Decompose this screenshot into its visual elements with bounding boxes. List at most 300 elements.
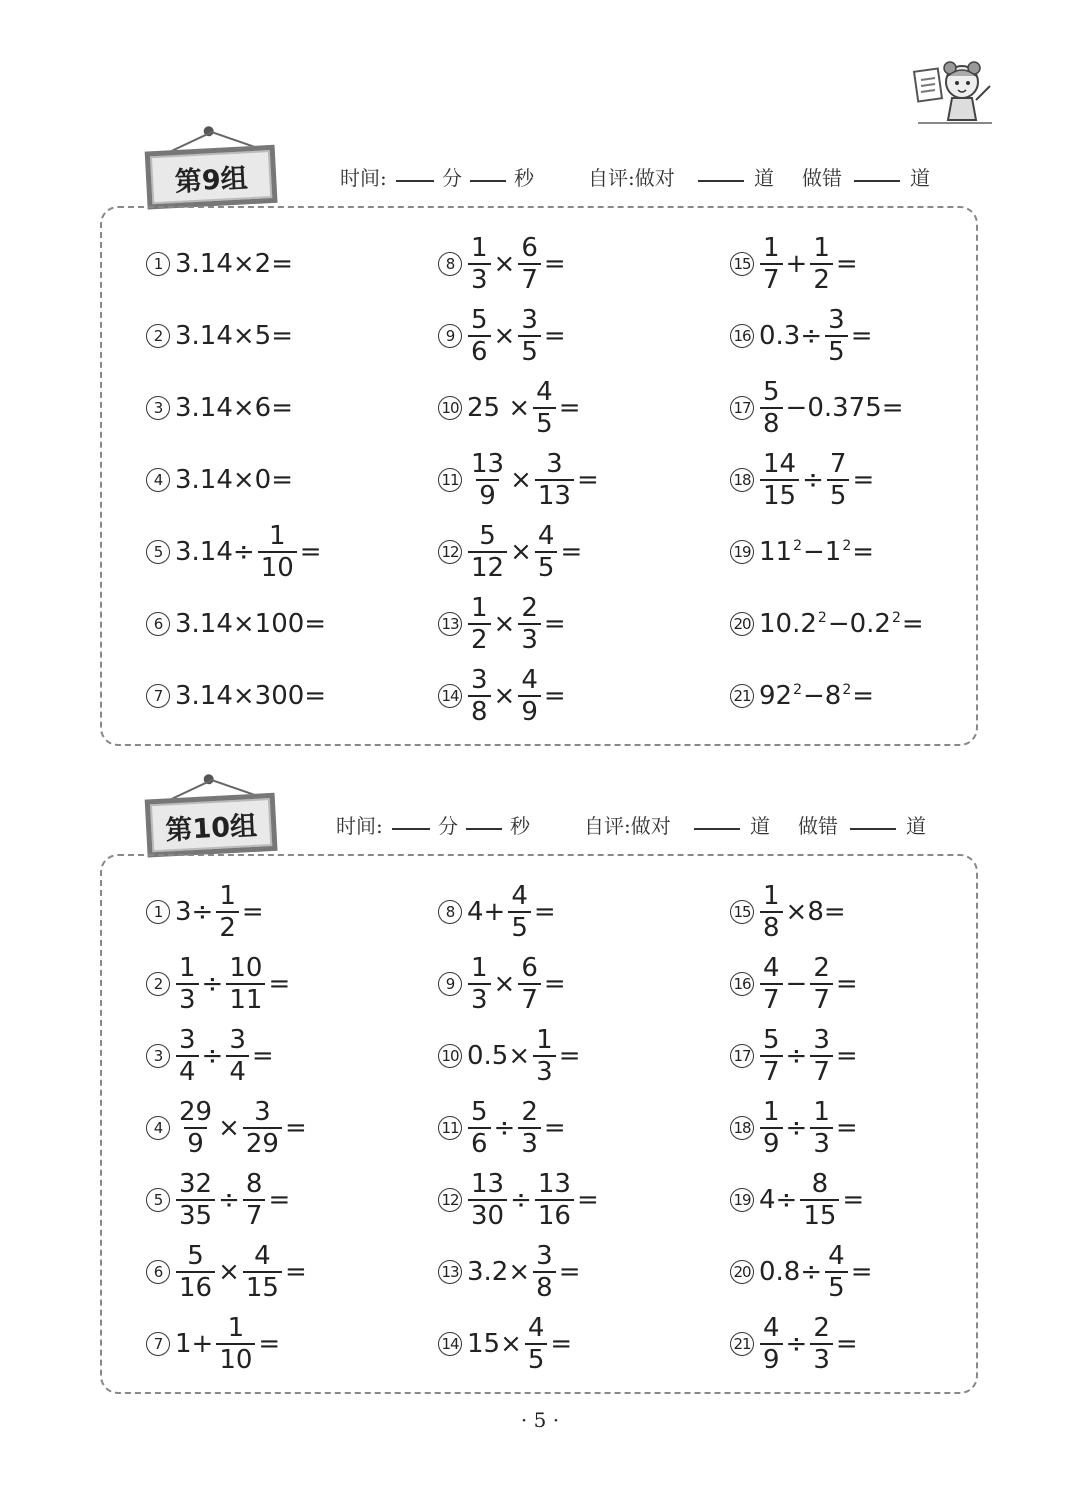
fraction [518,305,541,367]
expression-text: − [785,969,808,999]
denominator: 2 [468,623,491,655]
problem-7 [146,1314,281,1374]
fraction [518,953,541,1015]
denominator: 5 [518,335,541,367]
expression-text: ÷ [785,1041,808,1071]
expression-text: = [268,969,291,999]
expression-text: 11 [759,537,793,567]
numerator: 1 [813,233,830,263]
denominator: 3 [468,983,491,1015]
numerator: 13 [471,449,505,479]
numerator: 10 [229,953,263,983]
numerator: 8 [811,1169,829,1199]
mascot-ground-line [918,122,992,124]
expression-text: = [842,1185,865,1215]
numerator: 4 [511,881,528,911]
problem-number: 2 [146,972,170,996]
fraction [825,1241,848,1303]
fraction [760,1313,783,1375]
expression-text: × [510,537,532,567]
denominator: 3 [810,1127,833,1159]
group-title: 第10组 [145,793,278,858]
problem-number: 5 [146,540,170,564]
numerator: 1 [763,233,780,263]
exponent: 2 [842,682,852,698]
girl-holding-100-paper-icon [912,56,996,128]
problem-number: 1 [146,252,170,276]
problem-2 [146,306,294,366]
denominator: 7 [810,1055,833,1087]
expression-text: 10.2 [759,609,817,639]
expression-text: 3÷ [175,897,214,927]
numerator: 5 [471,305,488,335]
problem-number: 6 [146,1260,170,1284]
denominator: 5 [825,1271,848,1303]
denominator: 7 [518,263,541,295]
exponent: 2 [793,682,803,698]
expression-text: ÷ [510,1185,532,1215]
fraction [533,1025,556,1087]
expression-text: 4÷ [759,1185,798,1215]
numerator: 3 [546,449,563,479]
fraction [827,449,850,511]
denominator: 10 [216,1343,255,1375]
denominator: 5 [533,407,556,439]
fraction [508,881,531,943]
fraction [468,305,491,367]
fraction [468,449,507,511]
expression-text: −0.375= [785,393,904,423]
problem-13 [438,594,567,654]
expression-text: −0.2 [827,609,891,639]
problem-number: 19 [730,540,754,564]
timing-header [336,810,980,840]
expression-text: 3.14×100= [175,609,327,639]
expression-text: ÷ [493,1113,516,1143]
expression-text: = [558,1041,581,1071]
denominator: 9 [184,1127,207,1159]
denominator: 6 [468,1127,491,1159]
numerator: 3 [179,1025,196,1055]
expression-text: ×8= [785,897,846,927]
expression-text: 3.14×300= [175,681,327,711]
denominator: 9 [760,1127,783,1159]
problem-number: 11 [438,468,462,492]
numerator: 3 [813,1025,830,1055]
problem-7 [146,666,327,726]
denominator: 7 [760,263,783,295]
problem-number: 15 [730,900,754,924]
numerator: 2 [521,1097,538,1127]
expression-text: −1 [803,537,842,567]
problem-16 [730,306,873,366]
time-label: 时间: [340,166,387,190]
expression-text: × [493,969,516,999]
minute-label: 分 [438,814,458,838]
fraction [535,1169,574,1231]
numerator: 3 [254,1097,271,1127]
minute-blank[interactable] [392,810,430,835]
numerator: 13 [471,1169,505,1199]
wrong-label: 做错 [798,814,838,838]
denominator: 7 [760,1055,783,1087]
fraction [533,377,556,439]
fraction [760,1025,783,1087]
numerator: 3 [229,1025,246,1055]
minute-blank[interactable] [396,162,434,187]
problem-number: 14 [438,1332,462,1356]
problem-10 [438,1026,581,1086]
fraction [800,1169,839,1231]
expression-text: + [785,249,808,279]
denominator: 9 [760,1343,783,1375]
expression-text: = [852,537,875,567]
fraction [518,593,541,655]
numerator: 5 [763,377,780,407]
denominator: 3 [468,263,491,295]
problem-14 [438,666,567,726]
expression-text: = [852,465,875,495]
fraction [525,1313,548,1375]
denominator: 8 [760,911,783,943]
denominator: 11 [226,983,265,1015]
expression-text: ÷ [201,969,224,999]
expression-text: = [558,1257,581,1287]
denominator: 4 [226,1055,249,1087]
expression-text: = [543,681,566,711]
expression-text: = [835,1041,858,1071]
expression-text: = [835,1329,858,1359]
expression-text: ÷ [218,1185,240,1215]
fraction [243,1097,282,1159]
expression-text: 0.8÷ [759,1257,823,1287]
denominator: 3 [176,983,199,1015]
wrong-count-blank[interactable] [850,810,896,835]
expression-text: × [218,1113,240,1143]
numerator: 1 [268,521,286,551]
correct-count-blank[interactable] [698,162,744,187]
problem-number: 13 [438,1260,462,1284]
denominator: 8 [760,407,783,439]
page-number: · 5 · [520,1408,560,1432]
denominator: 6 [468,335,491,367]
problem-number: 12 [438,1188,462,1212]
numerator: 6 [521,953,538,983]
fraction [176,1025,199,1087]
problem-number: 2 [146,324,170,348]
fraction [810,953,833,1015]
problem-number: 10 [438,396,462,420]
problem-13 [438,1242,581,1302]
numerator: 6 [521,233,538,263]
denominator: 7 [518,983,541,1015]
fraction [533,1241,556,1303]
problem-number: 16 [730,972,754,996]
fraction [243,1241,282,1303]
numerator: 1 [227,1313,245,1343]
numerator: 4 [537,521,555,551]
fraction [535,521,558,583]
expression-text: 15× [467,1329,522,1359]
problem-14 [438,1314,573,1374]
denominator: 10 [258,551,297,583]
problem-18 [730,1098,859,1158]
denominator: 29 [243,1127,282,1159]
denominator: 15 [760,479,799,511]
problem-number: 17 [730,1044,754,1068]
numerator: 3 [536,1241,553,1271]
numerator: 32 [179,1169,213,1199]
denominator: 7 [810,983,833,1015]
time-label: 时间: [336,814,383,838]
second-label: 秒 [510,814,530,838]
fraction [760,449,799,511]
problem-12 [438,1170,600,1230]
numerator: 4 [254,1241,271,1271]
denominator: 12 [468,551,507,583]
wrong-unit-label: 道 [910,166,930,190]
group-sign [144,784,283,861]
expression-text: = [835,969,858,999]
problem-5 [146,522,323,582]
expression-text: = [543,249,566,279]
denominator: 16 [535,1199,574,1231]
problem-17 [730,378,905,438]
expression-text: ÷ [785,1113,808,1143]
expression-text: 3.14÷ [175,537,255,567]
numerator: 3 [828,305,845,335]
problem-number: 21 [730,684,754,708]
problem-8 [438,882,557,942]
correct-unit-label: 道 [750,814,770,838]
numerator: 4 [828,1241,845,1271]
wrong-count-blank[interactable] [854,162,900,187]
expression-text: 92 [759,681,793,711]
fraction [468,1169,507,1231]
denominator: 5 [525,1343,548,1375]
problem-number: 20 [730,612,754,636]
problem-number: 16 [730,324,754,348]
exponent: 2 [817,610,827,626]
problem-3 [146,1026,275,1086]
expression-text: = [558,393,581,423]
fraction [760,1097,783,1159]
expression-text: 3.14×2= [175,249,294,279]
numerator: 1 [219,881,236,911]
fraction [760,881,783,943]
problem-11 [438,1098,567,1158]
numerator: 5 [471,1097,488,1127]
expression-text: 1+ [175,1329,214,1359]
problem-number: 21 [730,1332,754,1356]
problem-number: 15 [730,252,754,276]
denominator: 16 [176,1271,215,1303]
denominator: 5 [535,551,558,583]
problem-15 [730,882,847,942]
problem-number: 20 [730,1260,754,1284]
fraction [535,449,574,511]
problem-number: 9 [438,972,462,996]
expression-text: = [543,321,566,351]
problem-1 [146,234,294,294]
problem-16 [730,954,859,1014]
numerator: 13 [537,1169,571,1199]
numerator: 1 [471,233,488,263]
second-blank[interactable] [470,162,506,187]
expression-text: 3.14×0= [175,465,294,495]
problem-number: 8 [438,900,462,924]
fraction [810,233,833,295]
problem-number: 1 [146,900,170,924]
denominator: 3 [518,623,541,655]
expression-text: = [268,1185,291,1215]
numerator: 2 [813,953,830,983]
problem-17 [730,1026,859,1086]
problem-6 [146,594,327,654]
denominator: 8 [468,695,491,727]
denominator: 3 [518,1127,541,1159]
numerator: 5 [479,521,496,551]
problem-number: 6 [146,612,170,636]
fraction [258,521,297,583]
problem-6 [146,1242,308,1302]
numerator: 1 [813,1097,830,1127]
problem-number: 14 [438,684,462,708]
denominator: 2 [216,911,239,943]
group-title: 第9组 [145,145,278,210]
expression-text: = [835,249,858,279]
numerator: 1 [179,953,196,983]
problem-number: 12 [438,540,462,564]
problem-12 [438,522,583,582]
problem-5 [146,1170,291,1230]
denominator: 7 [243,1199,266,1231]
numerator: 1 [471,593,488,623]
exponent: 2 [842,538,852,554]
second-blank[interactable] [466,810,502,835]
expression-text: 3.2× [467,1257,531,1287]
denominator: 2 [810,263,833,295]
denominator: 35 [176,1199,215,1231]
problem-number: 3 [146,396,170,420]
fraction [216,881,239,943]
problem-2 [146,954,291,1014]
problem-number: 10 [438,1044,462,1068]
wrong-label: 做错 [802,166,842,190]
fraction [468,233,491,295]
problem-9 [438,306,567,366]
fraction [810,1313,833,1375]
fraction [176,953,199,1015]
expression-text: = [576,1185,599,1215]
problem-8 [438,234,567,294]
self-eval-label: 自评:做对 [588,166,675,190]
problem-number: 3 [146,1044,170,1068]
denominator: 9 [518,695,541,727]
fraction [760,377,783,439]
expression-text: ÷ [201,1041,224,1071]
denominator: 5 [825,335,848,367]
numerator: 8 [245,1169,263,1199]
fraction [518,1097,541,1159]
numerator: 1 [471,953,488,983]
fraction [216,1313,255,1375]
expression-text: = [550,1329,573,1359]
fraction [825,305,848,367]
numerator: 2 [813,1313,830,1343]
problem-number: 11 [438,1116,462,1140]
expression-text: 25 × [467,393,531,423]
expression-text: = [251,1041,274,1071]
denominator: 5 [508,911,531,943]
problem-9 [438,954,567,1014]
fraction [518,665,541,727]
expression-text: = [299,537,322,567]
expression-text: = [835,1113,858,1143]
problem-number: 7 [146,684,170,708]
problem-number: 18 [730,468,754,492]
denominator: 7 [760,983,783,1015]
problem-18 [730,450,875,510]
problem-number: 4 [146,1116,170,1140]
numerator: 4 [521,665,538,695]
expression-text: = [543,1113,566,1143]
expression-text: = [284,1113,307,1143]
denominator: 3 [533,1055,556,1087]
expression-text: = [901,609,924,639]
correct-count-blank[interactable] [694,810,740,835]
problem-15 [730,234,859,294]
fraction [243,1169,266,1231]
expression-text: = [241,897,264,927]
denominator: 5 [827,479,850,511]
fraction [760,953,783,1015]
problem-number: 13 [438,612,462,636]
problem-19 [730,522,875,582]
expression-text: = [533,897,556,927]
problem-number: 18 [730,1116,754,1140]
denominator: 3 [810,1343,833,1375]
problem-20 [730,1242,873,1302]
fraction [518,233,541,295]
numerator: 5 [187,1241,204,1271]
problem-number: 7 [146,1332,170,1356]
problem-number: 5 [146,1188,170,1212]
fraction [176,1241,215,1303]
denominator: 4 [176,1055,199,1087]
numerator: 4 [527,1313,545,1343]
expression-text: × [510,465,532,495]
fraction [810,1025,833,1087]
fraction [468,521,507,583]
wrong-unit-label: 道 [906,814,926,838]
numerator: 1 [763,881,780,911]
numerator: 3 [471,665,488,695]
problem-number: 8 [438,252,462,276]
self-eval-label: 自评:做对 [584,814,671,838]
problem-21 [730,1314,859,1374]
fraction [468,665,491,727]
expression-text: × [493,681,516,711]
fraction [226,953,265,1015]
numerator: 1 [536,1025,553,1055]
fraction [810,1097,833,1159]
denominator: 15 [243,1271,282,1303]
expression-text: 0.3÷ [759,321,823,351]
problem-4 [146,450,294,510]
numerator: 5 [763,1025,780,1055]
problem-number: 19 [730,1188,754,1212]
